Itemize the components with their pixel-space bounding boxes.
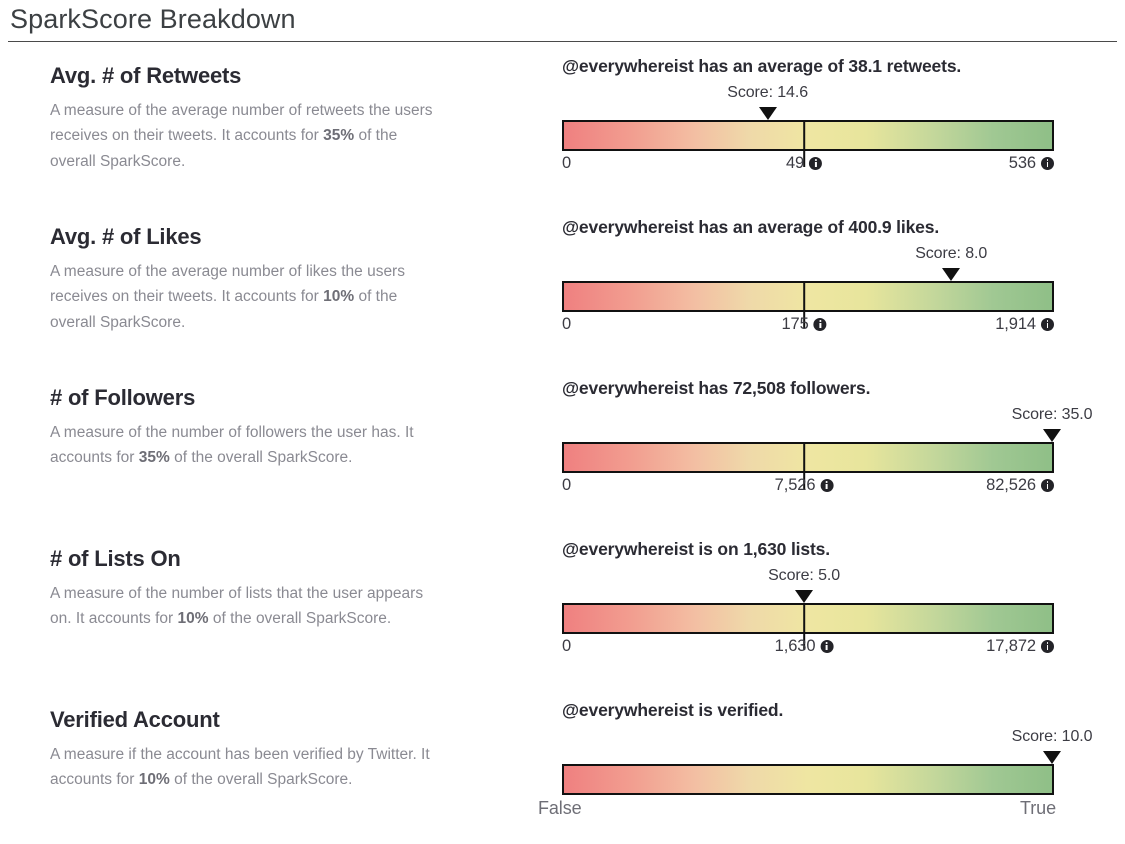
gauge <box>562 406 1093 502</box>
metric-description-prefix: A measure of the average number of retweets the users receives on their tweets. It accounts for <box>50 102 433 145</box>
gauge-bar-wrapper <box>562 120 1054 151</box>
gauge-axis-max-value: 536 <box>1008 154 1036 172</box>
metric-description-prefix: A measure if the account has been verified by Twitter. It accounts for <box>50 746 430 789</box>
metric-description-suffix: of the overall SparkScore. <box>169 449 353 467</box>
gauge-marker-line <box>562 107 1054 120</box>
metric-title: Verified Account <box>50 707 220 732</box>
metric-description-suffix: of the overall SparkScore. <box>50 127 398 170</box>
metric-gauge-column <box>545 208 1125 369</box>
info-icon[interactable] <box>820 640 833 653</box>
gauge-gradient-bar <box>562 281 1054 312</box>
gauge-marker-triangle-icon <box>759 107 777 120</box>
gauge-score-label: Score: 5.0 <box>768 567 841 584</box>
gauge-axis-min-value: False <box>538 798 582 818</box>
gauge-marker-triangle-icon <box>942 268 960 281</box>
gauge-axis-min-label <box>538 798 582 819</box>
page-header <box>8 0 1117 42</box>
gauge <box>562 567 1054 663</box>
gauge-score-line <box>562 245 1054 268</box>
metric-description <box>50 420 446 471</box>
metric-description-prefix: A measure of the number of lists that the user appears on. It accounts for <box>50 585 424 628</box>
gauge-axis-mid-value: 1,630 <box>774 637 816 655</box>
gauge-axis-min-label <box>562 315 571 334</box>
gauge-gradient-bar <box>562 603 1054 634</box>
gauge-statement: @everywhereist is on 1,630 lists. <box>562 539 830 559</box>
gauge-marker-triangle-icon <box>1043 751 1061 764</box>
metric-description-suffix: of the overall SparkScore. <box>208 610 392 628</box>
metric-description <box>50 581 446 632</box>
gauge-gradient-bar <box>562 120 1054 151</box>
metric-row <box>0 691 1125 844</box>
gauge-marker-line <box>562 590 1054 603</box>
info-icon[interactable] <box>814 318 827 331</box>
gauge-statement: @everywhereist is verified. <box>562 700 784 720</box>
gauge-marker-line <box>562 751 1054 764</box>
gauge-score-line <box>562 406 1093 429</box>
gauge-bar-wrapper <box>562 603 1054 634</box>
gauge-bar-wrapper <box>562 764 1054 795</box>
gauge <box>538 728 1093 824</box>
metric-title: Avg. # of Retweets <box>50 63 242 88</box>
gauge-axis-min-value: 0 <box>562 637 572 655</box>
metric-gauge-column <box>538 691 1125 844</box>
gauge-axis-mid-label <box>786 154 822 173</box>
metric-description <box>50 259 446 335</box>
gauge-statement: @everywhereist has 72,508 followers. <box>562 378 871 398</box>
info-icon[interactable] <box>809 157 822 170</box>
gauge-axis <box>562 154 1054 180</box>
gauge-axis-max-value: 1,914 <box>995 315 1036 333</box>
gauge-axis-min-value: 0 <box>562 154 572 172</box>
metric-row <box>0 369 1125 530</box>
gauge-axis-mid-label <box>775 637 834 656</box>
gauge-gradient-bar <box>562 764 1054 795</box>
gauge-score-label: Score: 8.0 <box>915 245 988 262</box>
gauge-axis-min-value: 0 <box>562 476 572 494</box>
gauge-axis-min-label <box>562 637 571 656</box>
gauge-axis-min-value: 0 <box>562 315 572 333</box>
info-icon[interactable] <box>820 479 833 492</box>
gauge-axis-max-label <box>1020 798 1056 819</box>
metric-description-column <box>0 369 545 530</box>
gauge-axis <box>562 476 1054 502</box>
metric-row <box>0 530 1125 691</box>
gauge-score-label: Score: 14.6 <box>727 84 809 101</box>
gauge-score-label: Score: 35.0 <box>1011 406 1093 423</box>
gauge <box>562 245 1054 341</box>
metric-title: # of Followers <box>50 385 196 410</box>
metric-description-prefix: A measure of the number of followers the user has. It accounts for <box>50 424 414 467</box>
gauge-marker-line <box>562 429 1054 442</box>
gauge-score-line <box>562 728 1093 751</box>
metric-description <box>50 742 446 793</box>
metric-rows <box>0 47 1125 844</box>
metric-row <box>0 208 1125 369</box>
gauge-score-line <box>562 567 1054 590</box>
gauge-axis-max-label <box>986 476 1054 495</box>
metric-title: Avg. # of Likes <box>50 224 202 249</box>
metric-description <box>50 98 446 174</box>
metric-weight-percent: 35% <box>138 449 170 467</box>
gauge-axis-mid-value: 7,526 <box>774 476 816 494</box>
info-icon[interactable] <box>1041 479 1054 492</box>
metric-gauge-column <box>545 530 1125 691</box>
metric-weight-percent: 10% <box>323 288 355 306</box>
gauge-axis-max-value: 17,872 <box>986 637 1036 655</box>
gauge-bar-wrapper <box>562 442 1054 473</box>
metric-title: # of Lists On <box>50 546 181 571</box>
metric-description-prefix: A measure of the average number of likes the users receives on their tweets. It accounts for <box>50 263 405 306</box>
gauge-axis-min-label <box>562 154 571 173</box>
gauge-statement: @everywhereist has an average of 400.9 likes. <box>562 217 940 237</box>
metric-row <box>0 47 1125 208</box>
gauge-statement: @everywhereist has an average of 38.1 retweets. <box>562 56 962 76</box>
gauge-axis <box>562 637 1054 663</box>
gauge-bar-wrapper <box>562 281 1054 312</box>
metric-weight-percent: 35% <box>323 127 355 145</box>
gauge-score-label: Score: 10.0 <box>1011 728 1093 745</box>
metric-description-suffix: of the overall SparkScore. <box>50 288 398 331</box>
gauge-score-line <box>562 84 1054 107</box>
gauge-axis-min-label <box>562 476 571 495</box>
gauge-axis <box>538 798 1056 824</box>
metric-gauge-column <box>545 47 1125 208</box>
gauge-axis-max-value: 82,526 <box>986 476 1036 494</box>
metric-description-column <box>0 47 545 208</box>
gauge-marker-triangle-icon <box>1043 429 1061 442</box>
gauge-axis-mid-label <box>781 315 826 334</box>
gauge-axis-max-label <box>986 637 1054 656</box>
gauge-axis-max-label <box>995 315 1054 334</box>
gauge-axis-mid-label <box>775 476 834 495</box>
gauge-axis-mid-value: 49 <box>785 154 805 172</box>
info-icon[interactable] <box>1041 318 1054 331</box>
page-title: SparkScore Breakdown <box>10 4 296 34</box>
metric-gauge-column <box>545 369 1125 530</box>
metric-description-suffix: of the overall SparkScore. <box>169 771 353 789</box>
metric-description-column <box>0 691 545 844</box>
metric-weight-percent: 10% <box>138 771 170 789</box>
gauge-gradient-bar <box>562 442 1054 473</box>
metric-description-column <box>0 208 545 369</box>
header-divider <box>8 41 1117 42</box>
metric-weight-percent: 10% <box>177 610 209 628</box>
gauge-axis-mid-value: 175 <box>781 315 809 333</box>
gauge-marker-triangle-icon <box>795 590 813 603</box>
info-icon[interactable] <box>1041 640 1054 653</box>
gauge <box>562 84 1054 180</box>
gauge-axis <box>562 315 1054 341</box>
gauge-axis-max-label <box>1009 154 1054 173</box>
info-icon[interactable] <box>1041 157 1054 170</box>
gauge-marker-line <box>562 268 1054 281</box>
metric-description-column <box>0 530 545 691</box>
gauge-axis-max-value: True <box>1020 798 1056 818</box>
